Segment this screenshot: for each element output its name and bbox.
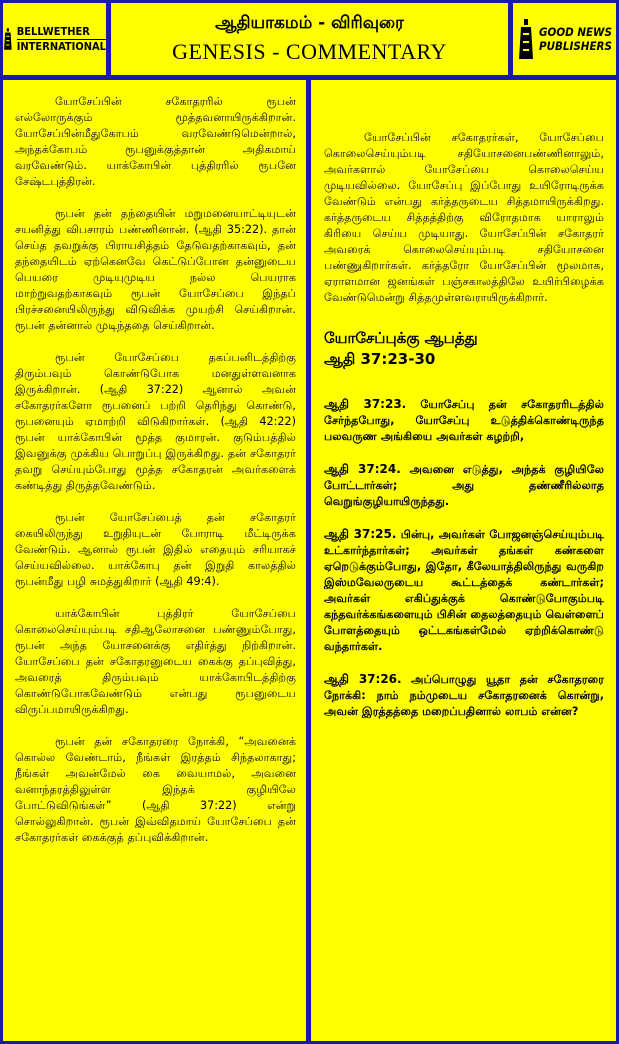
verse-text: யோசேப்பு தன் சகோதரரிடத்தில் சேர்ந்தபோது, யோசேப்பு உடுத்திக்கொண்டிருந்த பலவருண அங்கியை அவர்கள் கழற்றி,: [324, 398, 604, 443]
verse-ref: ஆதி 37:26.: [324, 672, 402, 686]
verse-ref: ஆதி 37:25.: [324, 527, 397, 541]
title-tamil: ஆதியாகமம் - விரிவுரை: [215, 13, 404, 33]
verse-paragraph: [324, 461, 604, 510]
logo-right-line2: PUBLISHERS: [539, 39, 612, 53]
left-column: [3, 80, 306, 1041]
page-header: [111, 3, 508, 75]
verse-text: அப்பொழுது யூதா தன் சகோதரரை நோக்கி: நாம் நம்முடைய சகோதரனைக் கொன்று, அவன் இரத்தத்தை மறைப்பதினால் லாபம் என்ன?: [324, 673, 604, 718]
bellwether-logo: [3, 3, 106, 75]
section-title-line1: யோசேப்புக்கு ஆபத்து: [324, 329, 478, 347]
left-paragraph: யாக்கோபின் புத்திரர் யோசேப்பை கொலைசெய்யும்படி சதிஆலோசனை பண்ணும்போது, ரூபன் அந்த யோசனைக்கு எதிர்த்து நிற்கிறான். யோசேப்பை தன் சகோதரனுடைய கைக்கு தப்புவித்து, அவரைத் திரும்பவும் யாக்கோபிடத்திற்கு கொண்டுபோகவேண்டும் என்பது ரூபனுடைய விருப்பமாயிருக்கிறது.: [15, 607, 296, 716]
verse-ref: ஆதி 37:24.: [324, 462, 401, 476]
left-paragraph: ரூபன் யோசேப்பை தகப்பனிடத்திற்கு திரும்பவும் கொண்டுபோக மனதுள்ளவனாக இருக்கிறான். (ஆதி 37:22) ஆனால் அவன் சகோதரர்களோ ரூபனைப் பற்றி தெரிந்து கொண்டு, ரூபனையும் ஏமாற்றி விடுகிறார்கள். (ஆதி 42:22) ரூபன் யாக்கோபின் மூத்த குமாரன். குடும்பத்தில் இவனுக்கு முக்கிய பொறுப்பு இருக்கிறது. தன் சகோதரர் தவறு செய்யும்போது மூத்த சகோதரன் அவர்களைக் கண்டித்து திருத்தவேண்டும்.: [15, 351, 296, 492]
section-title-line2: ஆதி 37:23-30: [324, 350, 436, 368]
logo-left-line1: BELLWETHER: [17, 25, 106, 40]
title-english: GENESIS - COMMENTARY: [172, 39, 447, 64]
left-paragraph: ரூபன் தன் தந்தையின் மறுமனையாட்டியுடன் சயனித்து விபசாரம் பண்ணினான். (ஆதி 35:22). தான் செய்த தவறுக்கு பிராயசித்தம் தேடுவதற்காகவும், தன் தந்தையிடம் ஏற்கெனவே கெட்டுப்போன தன்னுடைய பெயரை முடியுமுடிய நல்ல பெயராக மாற்றுவதற்காகவும் ரூபன் யோசேப்பை இந்தப் பிரச்சனையிலிருந்து விடுவிக்க முயற்சி செய்கிறான். ரூபன் தன்னால் முடிந்ததை செய்கிறான்.: [15, 207, 296, 332]
left-paragraph: ரூபன் தன் சகோதரரை நோக்கி, “அவனைக் கொல்ல வேண்டாம், நீங்கள் இரத்தம் சிந்தலாகாது; நீங்கள் அவன்மேல் கை வையாமல், அவனை வனாந்தரத்திலுள்ள இந்தக் குழியிலே போட்டுவிடுங்கள்” (ஆதி 37:22) என்று சொல்லுகிறான். ரூபன் இவ்விதமாய் யோசேப்பை தன் சகோதரர்கள் கைக்குத் தப்புவிக்கிறான்.: [15, 735, 296, 844]
verse-paragraph: [324, 396, 604, 445]
tower-icon: [517, 17, 535, 61]
verse-paragraph: [324, 526, 604, 655]
verse-text: அவனை எடுத்து, அந்தக் குழியிலே போட்டார்கள்; அது தண்ணீரில்லாத வெறுங்குழியாயிருந்தது.: [324, 463, 605, 508]
verse-ref: ஆதி 37:23.: [324, 397, 407, 411]
left-paragraph: யோசேப்பின் சகோதரரில் ரூபன் எல்லோருக்கும் மூத்தவனாயிருக்கிறான். யோசேப்பின்மீதுகோபம் வரவேண்டுமென்றால், அந்தக்கோபம் ரூபனுக்குத்தான் அதிகமாய் வரவேண்டும். யாக்கோபின் புத்திரரில் ரூபனே சேஷ்டபுத்திரன்.: [15, 95, 296, 188]
section-title: [324, 328, 604, 370]
verse-paragraph: [324, 671, 604, 720]
good-news-logo: [513, 3, 616, 75]
logo-left-line2: INTERNATIONAL: [16, 39, 106, 53]
right-column: [311, 80, 616, 1041]
right-intro-paragraph: யோசேப்பின் சகோதரர்கள், யோசேப்பை கொலைசெய்யும்படி சதியோசனைபண்ணினாலும், அவர்களால் யோசேப்பை கொலைசெய்ய முடியவில்லை. யோசேப்பு இப்போது உயிரோடிருக்க வேண்டும் என்பது கர்த்தருடைய சித்தமாயிருக்கிறது. கர்த்தருடைய சித்தத்திற்கு விரோதமாக யாராலும் கிரியை செய்ய முடியாது. யோசேப்பின் சகோதரர் அவரைக் கொலைசெய்யும்படி சதியோசனை பண்ணுகிறார்கள். கர்த்தரோ யோசேப்பின் மூலமாக, ஏராளமான ஜனங்கள் பஞ்சகாலத்திலே உயிர்பிழைக்க வேண்டுமென்று சித்தமுள்ளவராயிருக்கிறார்.: [324, 131, 604, 304]
tower-icon: [3, 17, 13, 61]
left-paragraph: ரூபன் யோசேப்பைத் தன் சகோதரர் கையிலிருந்து உறுதியுடன் போராடி மீட்டிருக்க வேண்டும். ஆனால் ரூபன் இதில் எதையும் சரியாகச் செய்யவில்லை. யாக்கோபு தன் இறுதி காலத்தில் ரூபன்மீது பழி சுமத்துகிறார் (ஆதி 49:4).: [15, 511, 296, 588]
verse-text: பின்பு, அவர்கள் போஜனஞ்செய்யும்படி உட்கார்ந்தார்கள்; அவர்கள் தங்கள் கண்களை ஏறெடுக்கும்போது, இதோ, கீலேயாத்திலிருந்து வருகிற இஸ்மவேலருடைய கூட்டத்தைக் கண்டார்கள்; அவர்கள் எகிப்துக்குக் கொண்டுபோகும்படி கந்தவர்க்கங்களையும் பிசின் தைலத்தையும் வெள்ளைப் போளத்தையும் ஒட்டகங்கள்மேல் ஏற்றிக்கொண்டு வந்தார்கள்.: [324, 528, 604, 653]
logo-right-line1: GOOD NEWS: [539, 25, 612, 39]
